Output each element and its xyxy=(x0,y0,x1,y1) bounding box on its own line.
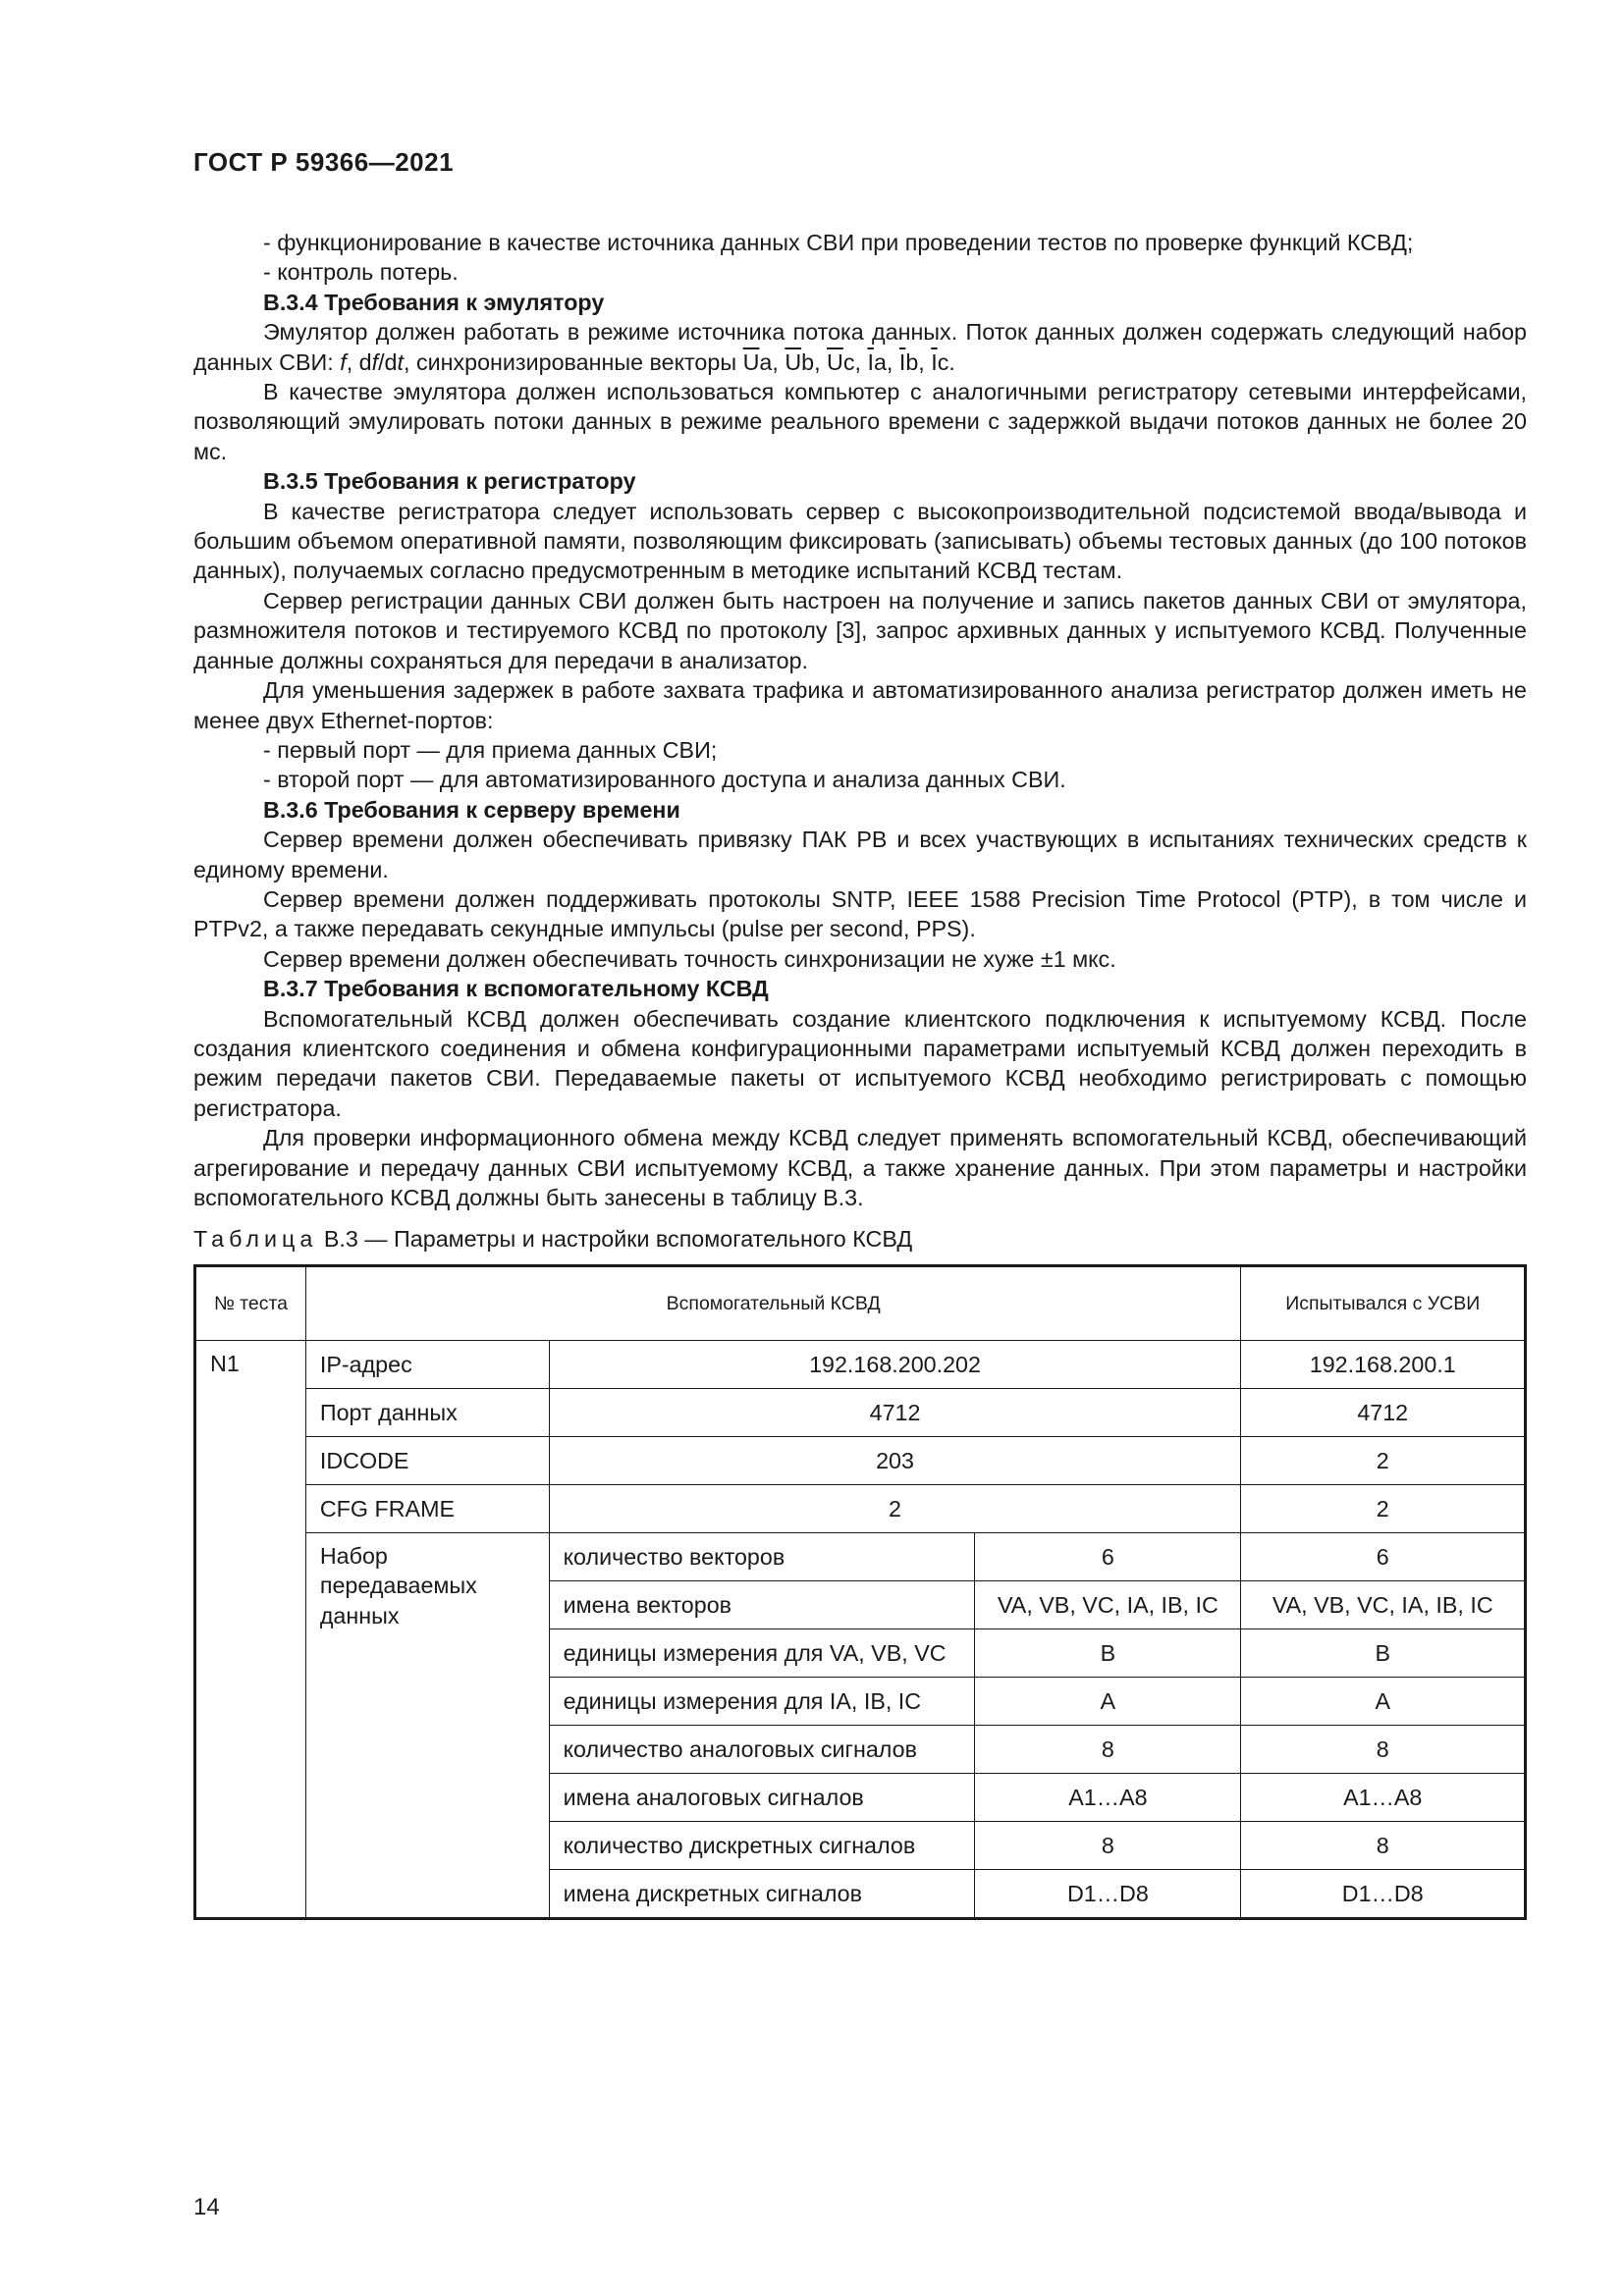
subparam-name: имена аналоговых сигналов xyxy=(549,1773,975,1821)
paragraph: - первый порт — для приема данных СВИ; xyxy=(263,736,718,763)
vector-ua: $\overline{U}$ xyxy=(742,348,760,375)
aux-value: 8 xyxy=(975,1821,1241,1869)
paragraph: В качестве эмулятора должен использоваться компьютер с аналогичными регистратору сетевыми интерфейсами, позволяющий эмулировать потоки данных в режиме реального времени с задержкой выдачи потоков данных не более 20 мс. xyxy=(193,379,1527,464)
header-aux-ksvd: Вспомогательный КСВД xyxy=(305,1265,1241,1340)
test-id-cell: N1 xyxy=(195,1340,306,1918)
document-body xyxy=(193,228,1527,1920)
paragraph: Сервер регистрации данных СВИ должен быть настроен на получение и запись пакетов данных СВИ от эмулятора, размножителя потоков и тестируемого КСВД по протоколу [3], запрос архивных данных у испытуемого КСВД. Полученные данные должны сохраняться для передачи в анализатор. xyxy=(193,587,1527,673)
table-row xyxy=(195,1340,1526,1388)
aux-value: 2 xyxy=(549,1484,1241,1532)
tested-value: 6 xyxy=(1241,1532,1526,1580)
table-row xyxy=(195,1388,1526,1436)
tested-value: D1…D8 xyxy=(1241,1869,1526,1918)
paragraph: Вспомогательный КСВД должен обеспечивать создание клиентского подключения к испытуемому КСВД. После создания клиентского соединения и обмена конфигурационными параметрами испытуемый КСВД должен переходить в режим передачи пакетов СВИ. Передаваемые пакеты от испытуемого КСВД необходимо регистрировать с помощью регистратора. xyxy=(193,1005,1527,1121)
paragraph: - второй порт — для автоматизированного доступа и анализа данных СВИ. xyxy=(263,767,1066,793)
tested-value: А1…А8 xyxy=(1241,1773,1526,1821)
paragraph: Для уменьшения задержек в работе захвата трафика и автоматизированного анализа регистратор должен иметь не менее двух Ethernet-портов: xyxy=(193,677,1527,733)
text: b, xyxy=(801,348,828,375)
vector-ia: $\overline{I}$ xyxy=(867,348,874,375)
aux-value: 4712 xyxy=(549,1388,1241,1436)
text: Эмулятор должен работать в режиме источника потока данных. Поток данных должен содержать следующий набор данных СВИ: xyxy=(193,319,1527,375)
param-name: IP-адрес xyxy=(305,1340,549,1388)
table-caption xyxy=(193,1224,1527,1254)
tested-value: 192.168.200.1 xyxy=(1241,1340,1526,1388)
tested-value: В xyxy=(1241,1629,1526,1677)
aux-value: А xyxy=(975,1677,1241,1725)
table-caption-text: В.3 — Параметры и настройки вспомогательного КСВД xyxy=(317,1226,913,1253)
paragraph: - функционирование в качестве источника данных СВИ при проведении тестов по проверке функций КСВД; xyxy=(263,230,1414,255)
section-heading-b37: В.3.7 Требования к вспомогательному КСВД xyxy=(263,976,769,1002)
tested-value: 2 xyxy=(1241,1484,1526,1532)
table-row xyxy=(195,1484,1526,1532)
subparam-name: имена векторов xyxy=(549,1580,975,1629)
table-caption-label: Таблица xyxy=(193,1226,318,1253)
parameters-table xyxy=(193,1264,1527,1920)
subparam-name: имена дискретных сигналов xyxy=(549,1869,975,1918)
vector-uc: $\overline{U}$ xyxy=(827,348,843,375)
text: , синхронизированные векторы xyxy=(404,348,743,375)
text-f: f xyxy=(340,348,347,375)
subparam-name: количество дискретных сигналов xyxy=(549,1821,975,1869)
aux-value: В xyxy=(975,1629,1241,1677)
aux-value: D1…D8 xyxy=(975,1869,1241,1918)
text: a, xyxy=(873,348,899,375)
param-name: CFG FRAME xyxy=(305,1484,549,1532)
paragraph-emulator-data xyxy=(193,317,1527,377)
tested-value: 8 xyxy=(1241,1725,1526,1773)
section-heading-b35: В.3.5 Требования к регистратору xyxy=(263,468,636,495)
section-heading-b34: В.3.4 Требования к эмулятору xyxy=(263,289,605,315)
aux-value: А1…А8 xyxy=(975,1773,1241,1821)
text: c, xyxy=(842,348,868,375)
aux-value: 8 xyxy=(975,1725,1241,1773)
document-header: ГОСТ Р 59366—2021 xyxy=(193,147,455,177)
aux-value: 203 xyxy=(549,1436,1241,1484)
dataset-label: Набор передаваемых данных xyxy=(305,1532,549,1918)
tested-value: 2 xyxy=(1241,1436,1526,1484)
paragraph: Для проверки информационного обмена между КСВД следует применять вспомогательный КСВД, обеспечивающий агрегирование и передачу данных СВИ испытуемому КСВД, а также хранение данных. При этом параметры и настройки вспомогательного КСВД должны быть занесены в таблицу В.3. xyxy=(193,1125,1527,1210)
table-row xyxy=(195,1532,1526,1580)
text-f: f xyxy=(371,348,379,375)
aux-value: 6 xyxy=(975,1532,1241,1580)
vector-ic: $\overline{I}$ xyxy=(931,348,938,375)
tested-value: 4712 xyxy=(1241,1388,1526,1436)
text: a, xyxy=(759,348,785,375)
subparam-name: количество векторов xyxy=(549,1532,975,1580)
paragraph: В качестве регистратора следует использовать сервер с высокопроизводительной подсистемой ввода/вывода и большим объемом оперативной памяти, позволяющим фиксировать (записывать) объемы тестовых данных (до 100 потоков данных), получаемых согласно предусмотренным в методике испытаний КСВД тестам. xyxy=(193,498,1527,584)
paragraph: - контроль потерь. xyxy=(263,259,459,286)
text: c. xyxy=(937,348,955,375)
header-tested-with-usvi: Испытывался с УСВИ xyxy=(1241,1265,1526,1340)
aux-value: 192.168.200.202 xyxy=(549,1340,1241,1388)
tested-value: VA, VB, VC, IA, IB, IC xyxy=(1241,1580,1526,1629)
paragraph: Сервер времени должен обеспечивать точность синхронизации не хуже ±1 мкс. xyxy=(263,945,1116,972)
param-name: IDCODE xyxy=(305,1436,549,1484)
param-name: Порт данных xyxy=(305,1388,549,1436)
paragraph: Сервер времени должен обеспечивать привязку ПАК РВ и всех участвующих в испытаниях технических средств к единому времени. xyxy=(193,827,1527,882)
text: b, xyxy=(905,348,932,375)
subparam-name: количество аналоговых сигналов xyxy=(549,1725,975,1773)
table-header-row xyxy=(195,1265,1526,1340)
aux-value: VA, VB, VC, IA, IB, IC xyxy=(975,1580,1241,1629)
header-test-number: № теста xyxy=(195,1265,306,1340)
text: , d xyxy=(346,348,372,375)
vector-ib: $\overline{I}$ xyxy=(898,348,906,375)
tested-value: 8 xyxy=(1241,1821,1526,1869)
text-t: t xyxy=(397,348,404,375)
paragraph: Сервер времени должен поддерживать протоколы SNTP, IEEE 1588 Precision Time Protocol (PTP), в том числе и PTPv2, а также передавать секундные импульсы (pulse per second, PPS). xyxy=(193,885,1527,942)
vector-ub: $\overline{U}$ xyxy=(785,348,802,375)
page-number: 14 xyxy=(193,2194,220,2220)
tested-value: А xyxy=(1241,1677,1526,1725)
section-heading-b36: В.3.6 Требования к серверу времени xyxy=(263,796,680,823)
table-row xyxy=(195,1436,1526,1484)
subparam-name: единицы измерения для IA, IB, IC xyxy=(549,1677,975,1725)
subparam-name: единицы измерения для VA, VB, VC xyxy=(549,1629,975,1677)
text: /d xyxy=(378,348,398,375)
